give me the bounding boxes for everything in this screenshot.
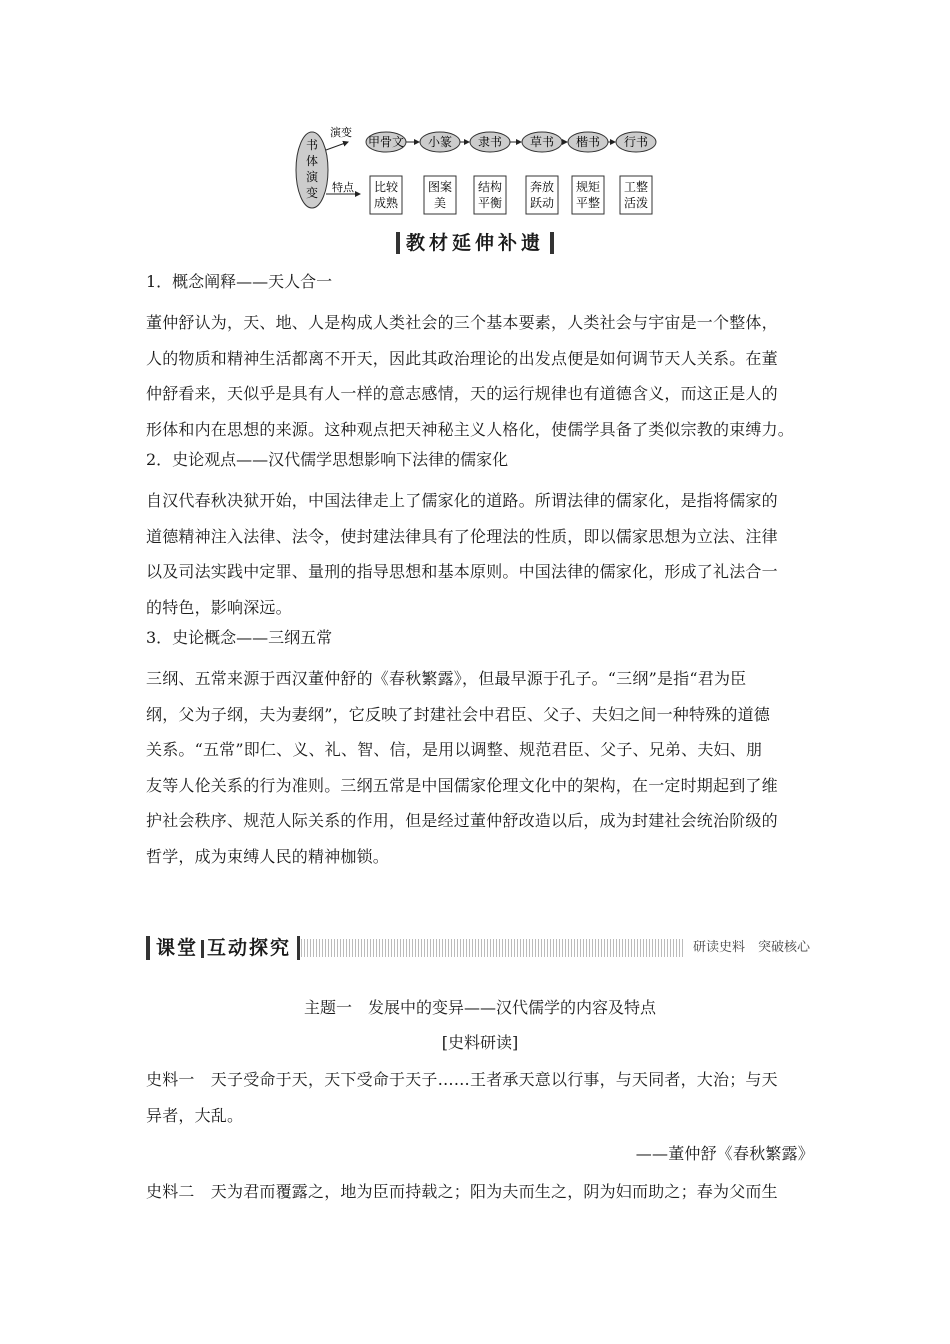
item-heading: 3．史论概念——三纲五常 [146, 628, 333, 647]
paragraph-line: 纲，父为子纲，夫为妻纲”，它反映了封建社会中君臣、父子、夫妇之间一种特殊的道德 [146, 704, 770, 724]
paragraph-line: 友等人伦关系的行为准则。三纲五常是中国儒家伦理文化中的架构，在一定时期起到了维 [146, 775, 778, 795]
paragraph-line: 道德精神注入法律、法令，使封建法律具有了伦理法的性质，即以儒家思想为立法、注律 [146, 526, 778, 546]
feature-text: 成熟 [373, 196, 399, 210]
feature-text: 平衡 [477, 196, 503, 210]
center-char: 书 [305, 138, 319, 152]
paragraph-line: 关系。“五常”即仁、义、礼、智、信，是用以调整、规范君臣、父子、兄弟、夫妇、朋 [146, 740, 763, 759]
center-char: 变 [305, 186, 319, 200]
row2-label: 特点 [332, 181, 354, 194]
center-char: 演 [305, 170, 319, 184]
paragraph-line: 形体和内在思想的来源。这种观点把天神秘主义人格化，使儒学具备了类似宗教的束缚力。 [146, 419, 795, 439]
section-title: 教材延伸补遗 [396, 232, 554, 254]
feature-text: 比较 [373, 180, 399, 194]
source-line: 史料二 天为君而覆露之，地为臣而持载之；阳为夫而生之，阴为妇而助之；春为父而生 [146, 1181, 778, 1201]
item-heading: 1．概念阐释——天人合一 [146, 272, 333, 291]
script-name: 小篆 [427, 135, 453, 149]
subtitle: [史料研读] [441, 1033, 519, 1052]
feature-text: 美 [433, 196, 447, 210]
script-evolution-diagram [290, 124, 670, 220]
attribution: ——董仲舒《春秋繁露》 [635, 1144, 814, 1163]
feature-text: 结构 [477, 180, 503, 194]
band-right-text: 研读史料 突破核心 [685, 939, 814, 957]
feature-text: 平整 [575, 196, 601, 210]
feature-text: 活泼 [623, 196, 649, 210]
item-heading: 2．史论观点——汉代儒学思想影响下法律的儒家化 [146, 450, 509, 469]
script-name: 隶书 [477, 135, 503, 149]
feature-text: 工整 [623, 180, 649, 194]
feature-text: 图案 [427, 180, 453, 194]
script-name: 行书 [623, 135, 649, 149]
section-band [146, 936, 814, 960]
source-line: 史料一 天子受命于天，天下受命于天子……王者承天意以行事，与天同者，大治；与天 [146, 1070, 778, 1089]
band-title-b: 互动探究 [207, 937, 292, 959]
source-line: 异者，大乱。 [146, 1105, 244, 1125]
paragraph-line: 的特色，影响深远。 [146, 597, 292, 617]
paragraph-line: 以及司法实践中定罪、量刑的指导思想和基本原则。中国法律的儒家化，形成了礼法合一 [146, 562, 778, 581]
feature-text: 规矩 [575, 180, 601, 194]
script-name: 草书 [529, 135, 555, 149]
content-block-2 [146, 993, 814, 1209]
center-char: 体 [305, 154, 319, 168]
paragraph-line: 仲舒看来，天似乎是具有人一样的意志感情，天的运行规律也有道德含义，而这正是人的 [146, 384, 778, 403]
paragraph-line: 自汉代春秋决狱开始，中国法律走上了儒家化的道路。所谓法律的儒家化，是指将儒家的 [146, 491, 778, 510]
topic-title: 主题一 发展中的变异——汉代儒学的内容及特点 [303, 998, 656, 1017]
content-block-1 [146, 267, 814, 874]
script-name: 甲骨文 [367, 135, 405, 149]
script-name: 楷书 [575, 135, 601, 149]
paragraph-line: 护社会秩序、规范人际关系的作用，但是经过董仲舒改造以后，成为封建社会统治阶级的 [146, 811, 778, 830]
feature-text: 奔放 [529, 180, 555, 194]
band-title [146, 936, 300, 960]
paragraph-line: 哲学，成为束缚人民的精神枷锁。 [146, 846, 390, 866]
band-title-a: 课堂 [156, 937, 199, 959]
paragraph-line: 三纲、五常来源于西汉董仲舒的《春秋繁露》，但最早源于孔子。“三纲”是指“君为臣 [146, 669, 747, 688]
paragraph-line: 人的物质和精神生活都离不开天，因此其政治理论的出发点便是如何调节天人关系。在董 [146, 348, 778, 368]
paragraph-line: 董仲舒认为，天、地、人是构成人类社会的三个基本要素，人类社会与宇宙是一个整体， [146, 313, 778, 332]
feature-text: 跃动 [529, 196, 555, 210]
row1-label: 演变 [330, 126, 352, 139]
